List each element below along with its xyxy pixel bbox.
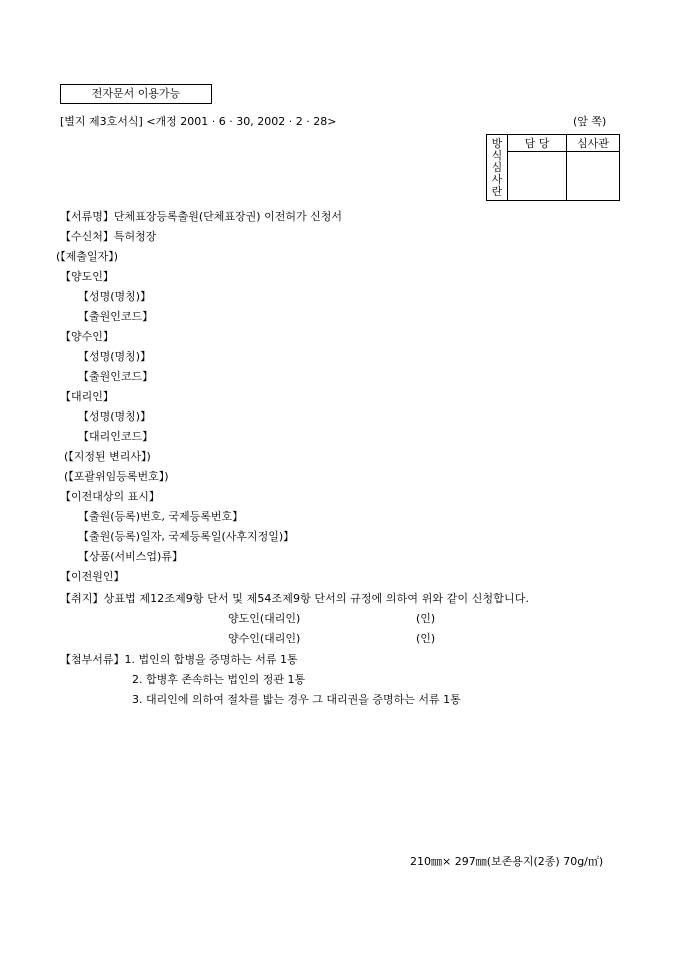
agent-code-field: 【대리인코드】 [78,430,154,443]
assignee-heading: 【양수인】 [60,330,114,343]
submit-date: (【제출일자】) [56,250,119,263]
assignor-name-field: 【성명(명칭)】 [78,290,152,303]
attachment-item-3: 3. 대리인에 의하여 절차를 밟는 경우 그 대리권을 증명하는 서류 1통 [132,693,461,706]
transfer-cause-field: 【이전원인】 [60,570,125,583]
approval-table [486,134,620,201]
page-side-label: (앞 쪽) [573,115,607,128]
form-header: [별지 제3호서식] <개정 2001 · 6 · 30, 2002 · 2 · 28> [60,115,337,128]
assignor-seal[interactable]: (인) [416,612,436,625]
assignor-signature-label: 양도인(대리인) [228,612,301,625]
assignor-code-field: 【출원인코드】 [78,310,154,323]
recipient: 【수신처】특허청장 [60,230,157,243]
application-date-field: 【출원(등록)일자, 국제등록일(사후지정일)】 [78,530,295,543]
approval-col-examiner: 심사관 [567,135,620,152]
purport-statement: 【취지】상표법 제12조제9항 단서 및 제54조제9항 단서의 규정에 의하여 위와 같이 신청합니다. [60,592,530,605]
assignee-name-field: 【성명(명칭)】 [78,350,152,363]
assignee-signature-label: 양수인(대리인) [228,632,301,645]
assignee-code-field: 【출원인코드】 [78,370,154,383]
transfer-target-heading: 【이전대상의 표시】 [60,490,160,503]
agent-name-field: 【성명(명칭)】 [78,410,152,423]
electronic-doc-badge: 전자문서 이용가능 [60,84,212,104]
application-number-field: 【출원(등록)번호, 국제등록번호】 [78,510,244,523]
approval-col-manager: 담 당 [508,135,567,152]
attachment-item-2: 2. 합병후 존속하는 법인의 정관 1통 [132,673,306,686]
assignor-heading: 【양도인】 [60,270,114,283]
doc-name: 【서류명】단체표장등록출원(단체표장권) 이전허가 신청서 [60,210,342,223]
blanket-delegation-field: (【포괄위임등록번호】) [64,470,169,483]
paper-spec-footer: 210㎜× 297㎜(보존용지(2종) 70g/㎡) [410,855,604,868]
assignee-seal[interactable]: (인) [416,632,436,645]
approval-sign-examiner[interactable] [567,152,620,201]
approval-vertical-label: 방 식 심 사 란 [487,135,508,201]
designated-attorney-field: (【지정된 변리사】) [64,450,151,463]
attachment-item-1: 【첨부서류】1. 법인의 합병을 증명하는 서류 1통 [60,653,298,666]
approval-sign-manager[interactable] [508,152,567,201]
goods-class-field: 【상품(서비스업)류】 [78,550,183,563]
agent-heading: 【대리인】 [60,390,114,403]
